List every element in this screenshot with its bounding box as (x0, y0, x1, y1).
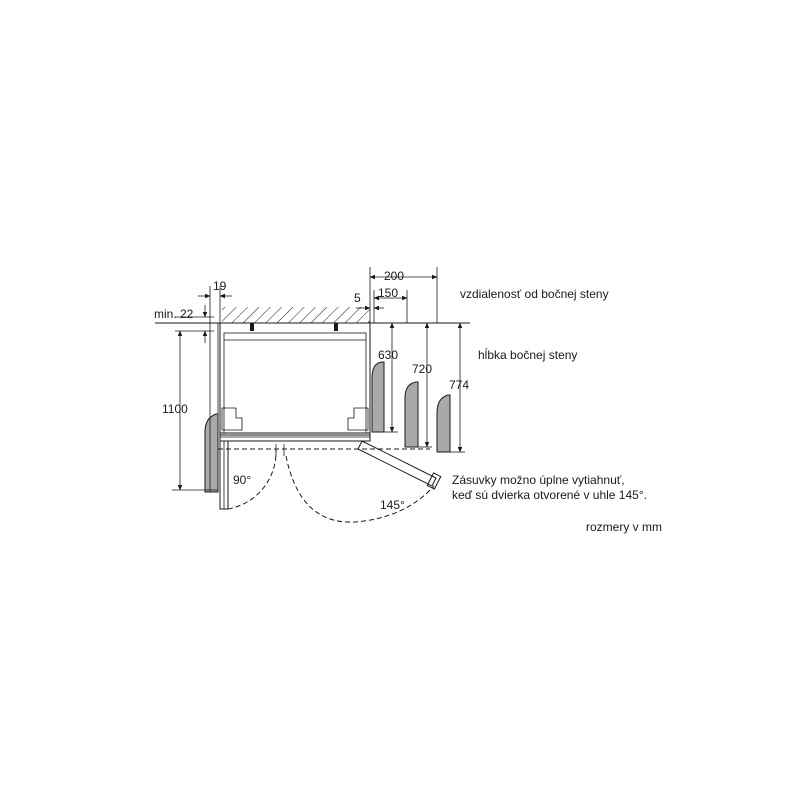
dim-label-1100: 1100 (162, 402, 188, 416)
label-side-wall-depth: hĺbka bočnej steny (478, 348, 578, 362)
dim-label-150: 150 (378, 286, 399, 300)
side-panel-720 (405, 382, 418, 447)
label-side-wall-distance: vzdialenosť od bočnej steny (460, 287, 609, 301)
appliance-body (220, 323, 370, 441)
label-drawers-note-1: Zásuvky možno úplne vytiahnuť, (452, 473, 625, 487)
left-side-panel (205, 414, 218, 492)
dim-label-630: 630 (378, 348, 399, 362)
label-units: rozmery v mm (586, 520, 662, 534)
dim-label-min22: min. 22 (154, 307, 194, 321)
label-drawers-note-2: keď sú dvierka otvorené v uhle 145°. (452, 488, 647, 502)
wall-hatching (222, 307, 370, 323)
door-closed-marks (276, 444, 284, 456)
angle-label-90: 90° (233, 473, 252, 487)
dim-label-19: 19 (213, 279, 227, 293)
right-door-open-145 (358, 441, 441, 489)
side-panel-630 (372, 362, 384, 432)
dim-label-720: 720 (412, 362, 433, 376)
side-panel-774 (437, 395, 450, 452)
left-door-open-90 (220, 441, 228, 509)
angle-label-145: 145° (380, 498, 405, 512)
dim-label-5: 5 (354, 291, 361, 305)
dim-label-774: 774 (449, 378, 470, 392)
dim-label-200: 200 (384, 269, 405, 283)
